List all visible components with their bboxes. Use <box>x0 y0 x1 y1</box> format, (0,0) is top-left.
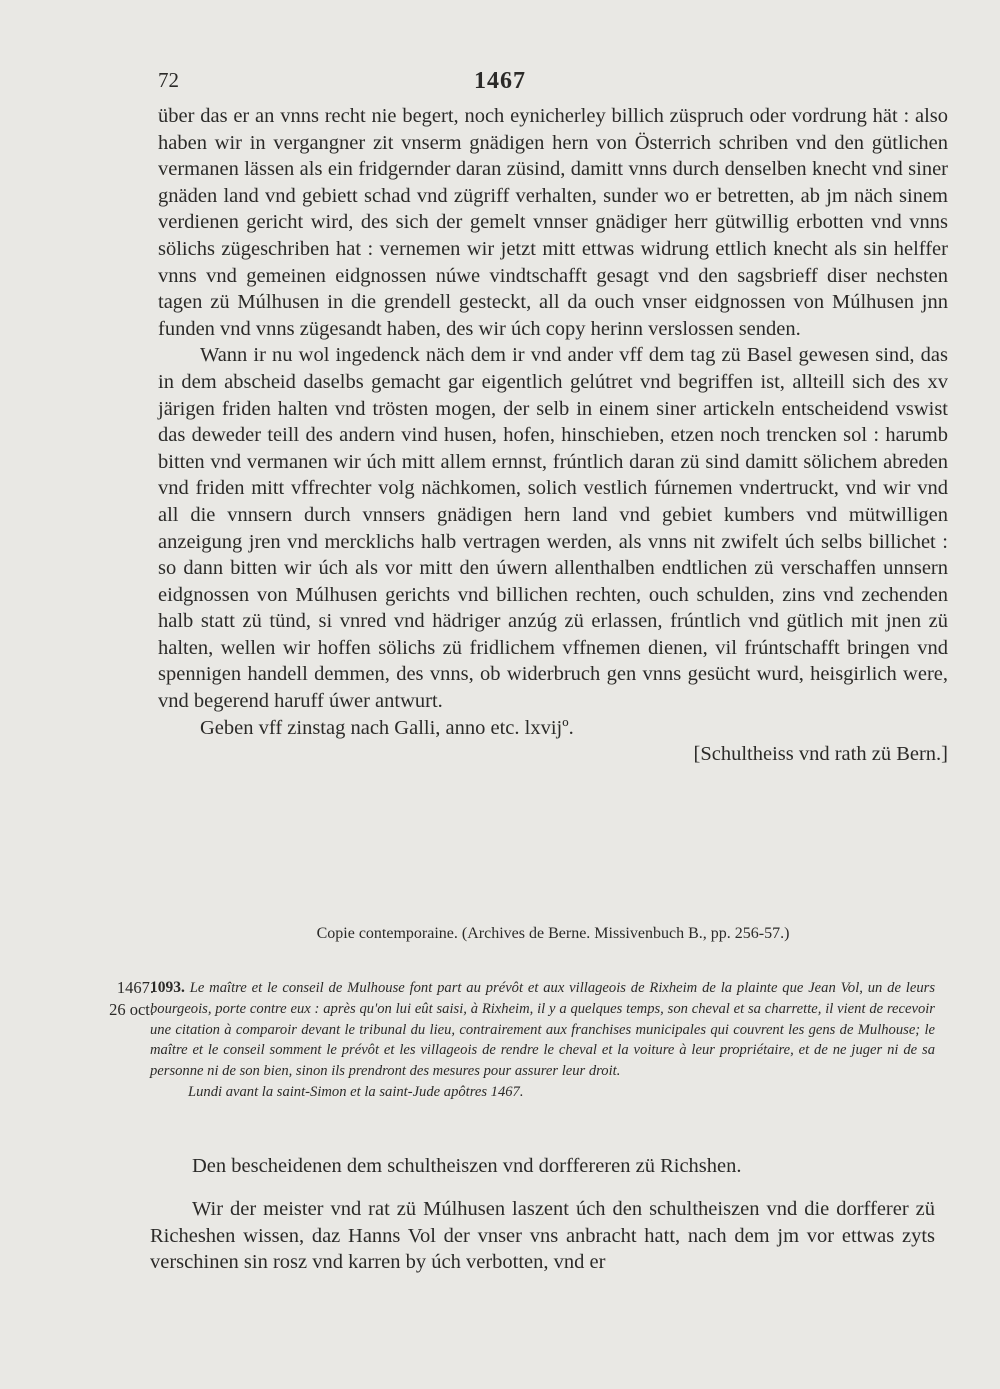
entry-number: 1093. <box>150 979 185 996</box>
letter-opening <box>150 1196 935 1276</box>
margin-day: 26 oct. <box>109 1000 154 1019</box>
letter-paragraph-1: über das er an vnns recht nie begert, noch eynicherley billich züspruch oder vordrung hät : also haben wir in vergangner zit vnserm gnädigen hern von Österrich schriben vnd den gütlichen vermanen lässen als ein fridgernder daran züsind, damitt vnns durch denselben knecht vnd siner gnäden land vnd gebiett schad vnd zügriff verhalten, sunder wo er betretten, ab jm näch sinem verdienen gericht wird, des sich der gemelt vnnser gnädiger herr gütwillig erbotten vnd vnns sölichs zügeschriben hat : vernemen wir jetzt mitt ettwas widrung ettlich knecht als sin helffer vnns vnd gemeinen eidgnossen núwe vindtschafft gesagt vnd den sagsbrieff diser nechsten tagen zü Múlhusen in die grendell gesteckt, all da ouch vnser eidgnossen von Múlhusen jnn funden vnd vnns zügesandt haben, des wir úch copy herinn verslossen senden. <box>158 105 948 340</box>
running-header-year: 1467 <box>474 68 526 94</box>
entry-margin-date <box>74 977 154 1021</box>
page-header <box>0 68 1000 98</box>
letter-opening-paragraph: Wir der meister vnd rat zü Múlhusen laszent úch den schultheiszen vnd die dorfferer zü Richeshen wissen, daz Hanns Vol der vnser vns anbracht hatt, nach dem jm vor ettwas zyts verschinen sin rosz vnd karren by úch verbotten, vnd er <box>150 1198 935 1273</box>
entry-summary-text: Le maître et le conseil de Mulhouse font part au prévôt et aux villageois de Rixheim de la plainte que Jean Vol, un de leurs bourgeois, porte contre eux : après qu'on lui eût saisi, à Rixheim, il y a quelques temps, son cheval et sa charrette, il vient de recevoir une citation à comparoir devant le tribunal du lieu, contrairement aux franchises municipales qui couvrent les gens de Mulhouse; le maître et le conseil somment le prévôt et les villageois de rendre le cheval et la voiture à leur propriétaire, et de ne juger ni de sa personne ni de son bien, sinon ils prendront des mesures pour assurer leur droit. <box>150 980 935 1080</box>
letter-address: Den bescheidenen dem schultheiszen vnd dorffereren zü Richshen. <box>192 1155 742 1177</box>
letter-paragraph-2: Wann ir nu wol ingedenck näch dem ir vnd ander vff dem tag zü Basel gewesen sind, das in dem abscheid daselbs gemacht gar eigentlich gelútret vnd begriffen ist, allteill sich des xv järigen friden halten vnd trösten mogen, der selb in einem siner artickeln entscheidend vswist das deweder teill des andern vind husen, hofen, hinschieben, etzen noch trencken sol : harumb bitten vnd vermanen wir úch mitt allem ernnst, frúntlich daran zü sind damitt sölichem abreden vnd friden mitt vffrechter volg nächkomen, solich vestlich fúrnemen vndertruckt, vnd wir vnd all die vnnsern durch vnnsers gnädigen hern land vnd gebiet kumbers vnd mütwilligen anzeigung jren vnd mercklichs halb vertragen werden, als vnns nit zwifelt úch selbs billichet : so dann bitten wir úch als vor mitt den úwern allenthalben endtlichen zü verschaffen unnsern eidgnossen von Múlhusen gerichts vnd billichen rechten, ouch schulden, zins vnd zechenden halb statt zü tünd, si vnred vnd hädriger anzúg zü erlassen, frúntlich vnd gütlich mit jnen zü halten, wellen wir hoffen sölichs zü fridlichem vffnemen dienen, vil frúntschafft bringen vnd spennigen handell demmen, des vnns, ob widerbruch gen vnns gesücht wurd, heisgirlich were, vnd begerend haruff úwer antwurt. <box>158 344 948 713</box>
margin-year: 1467. <box>116 978 154 997</box>
entry-summary <box>150 978 935 1103</box>
letter-dating-line: Geben vff zinstag nach Galli, anno etc. lxvijº. <box>200 716 574 739</box>
letter-body <box>158 103 948 768</box>
page-number: 72 <box>158 68 179 92</box>
source-note: Copie contemporaine. (Archives de Berne. Missivenbuch B., pp. 256-57.) <box>316 925 790 942</box>
entry-date-line: Lundi avant la saint-Simon et la saint-Jude apôtres 1467. <box>188 1083 524 1100</box>
letter-signature: [Schultheiss vnd rath zü Bern.] <box>693 743 948 766</box>
